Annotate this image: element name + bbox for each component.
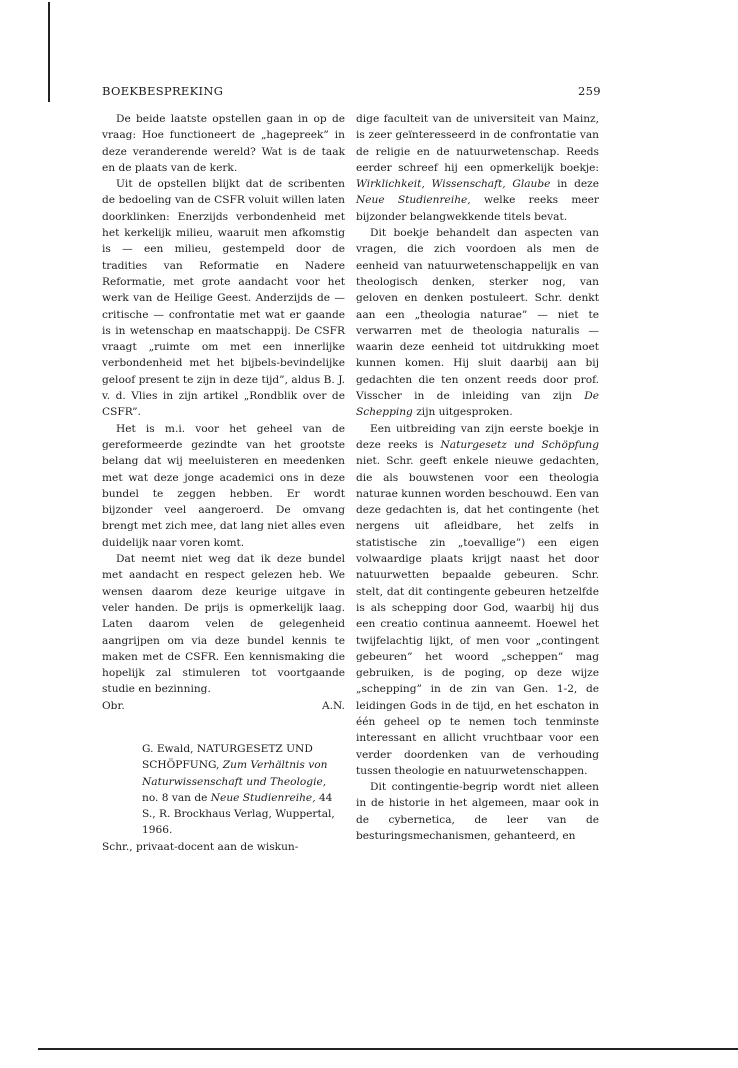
book-title: De Schepping xyxy=(356,390,599,419)
review-signature xyxy=(102,698,345,714)
review-heading xyxy=(102,741,345,839)
signature-right: A.N. xyxy=(322,699,345,712)
series-title: Neue Studienreihe, xyxy=(356,194,471,207)
paragraph: Een uitbreiding van zijn eerste boekje in deze reeks is Naturgesetz und Schöpfung niet. Schr. geeft enkele nieuwe gedachten, die als bouwstenen voor een theologia naturae kunnen worden beschouwd. Een van deze gedachten is, dat het contingente (het nergens uit afleidbare, het zelfs in statistische zin „toevallige”) een eigen volwaardige plaats krijgt naast het door natuurwetten bepaalde gebeuren. Schr. stelt, dat dit contingente gebeuren hetzelfde is als schepping door God, waarbij hij dus een creatio continua aanneemt. Hoewel het twijfelachtig lijkt, of men voor „contingent gebeuren” het woord „scheppen” mag gebruiken, is de poging, op deze wijze „schepping” in de zin van Gen. 1-2, de leidingen Gods in de tijd, en het eschaton in één geheel op te nemen toch tenminste interessant en allicht vruchtbaar voor een verder doordenken van de verhouding tussen theologie en natuurwetenschappen. xyxy=(356,422,599,777)
paragraph: Dat neemt niet weg dat ik deze bundel met aandacht en respect gelezen heb. We wensen daarom deze keurige uitgave in veler handen. De prijs is opmerkelijk laag. Laten daarom velen de gelegenheid aangrijpen om via deze bundel kennis te maken met de CSFR. Een kennismaking die hopelijk zal stimuleren tot voortgaande studie en bezinning. xyxy=(102,553,345,696)
paragraph: Dit contingentie-begrip wordt niet alleen in de historie in het algemeen, maar ook in de cybernetica, de leer van de besturingsmechanismen, gehanteerd, en xyxy=(356,781,599,843)
review-subtitle: Zum Verhältnis von Naturwissenschaft und Theologie, xyxy=(142,759,328,788)
page-edge-mark xyxy=(48,2,50,102)
book-title: Wirklichkeit, Wissenschaft, Glaube xyxy=(356,178,551,191)
book-title: Naturgesetz und Schöpfung xyxy=(440,438,599,451)
review-series-pre: no. 8 van de xyxy=(142,791,208,804)
paragraph: De beide laatste opstellen gaan in op de vraag: Hoe functioneert de „hagepreek” in deze veranderende wereld? Wat is de taak en de plaats van de kerk. xyxy=(102,113,345,174)
paragraph: Uit de opstellen blijkt dat de scribenten de bedoeling van de CSFR voluit willen laten doorklinken: Enerzijds verbondenheid met het kerkelijk milieu, waaruit men afkomstig is — een milieu, gestempeld door de tradities van Reformatie en Nadere Reformatie, met grote aandacht voor het werk van de Heilige Geest. Anderzijds de — critische — confrontatie met wat er gaande is in wetenschap en maatschappij. De CSFR vraagt „ruimte om met een innerlijke verbondenheid met het bijbels-bevindelijke geloof present te zijn in deze tijd”, aldus B. J. v. d. Vlies in zijn artikel „Rondblik over de CSFR”. xyxy=(102,178,345,419)
review-author-title: G. Ewald, NATURGESETZ UND SCHÖPFUNG, xyxy=(142,742,313,772)
running-header: BOEKBESPREKING xyxy=(102,84,224,98)
paragraph: dige faculteit van de universiteit van Mainz, is zeer geïnteresseerd in de confrontatie van de religie en de natuurwetenschap. Reeds eerder schreef hij een opmerkelijk boekje: Wirklichkeit, Wissenschaft, Glaube in deze Neue Studienreihe, welke reeks meer bijzonder belangwekkende titels bevat. xyxy=(356,113,599,223)
paragraph: Het is m.i. voor het geheel van de gereformeerde gezindte van het grootste belang dat wij meeluisteren en meedenken met wat deze jonge academici ons in deze bundel te zeggen hebben. Er wordt bijzonder veel aangeroerd. De omvang brengt met zich mee, dat lang niet alles even duidelijk naar voren komt. xyxy=(102,422,345,549)
signature-left: Obr. xyxy=(102,699,125,712)
right-column xyxy=(356,111,599,844)
bottom-rule xyxy=(38,1048,738,1050)
page-number: 259 xyxy=(578,84,601,98)
review-series: Neue Studienreihe, xyxy=(210,791,316,804)
left-column xyxy=(102,111,345,855)
paragraph: Schr., privaat-docent aan de wiskun- xyxy=(102,840,299,853)
review-publisher: 44 S., R. Brockhaus Verlag, Wuppertal, 1966. xyxy=(142,791,335,837)
paragraph: Dit boekje behandelt dan aspecten van vragen, die zich voordoen als men de eenheid van natuurwetenschappelijk en van theologisch denken, sterker nog, van geloven en denken postuleert. Schr. denkt aan een „theologia naturae” — niet te verwarren met de theologia naturalis — waarin deze eenheid tot uitdrukking moet kunnen komen. Hij sluit daarbij aan bij gedachten die ten onzent reeds door prof. Visscher in de inleiding van zijn De Schepping zijn uitgesproken. xyxy=(356,227,599,419)
